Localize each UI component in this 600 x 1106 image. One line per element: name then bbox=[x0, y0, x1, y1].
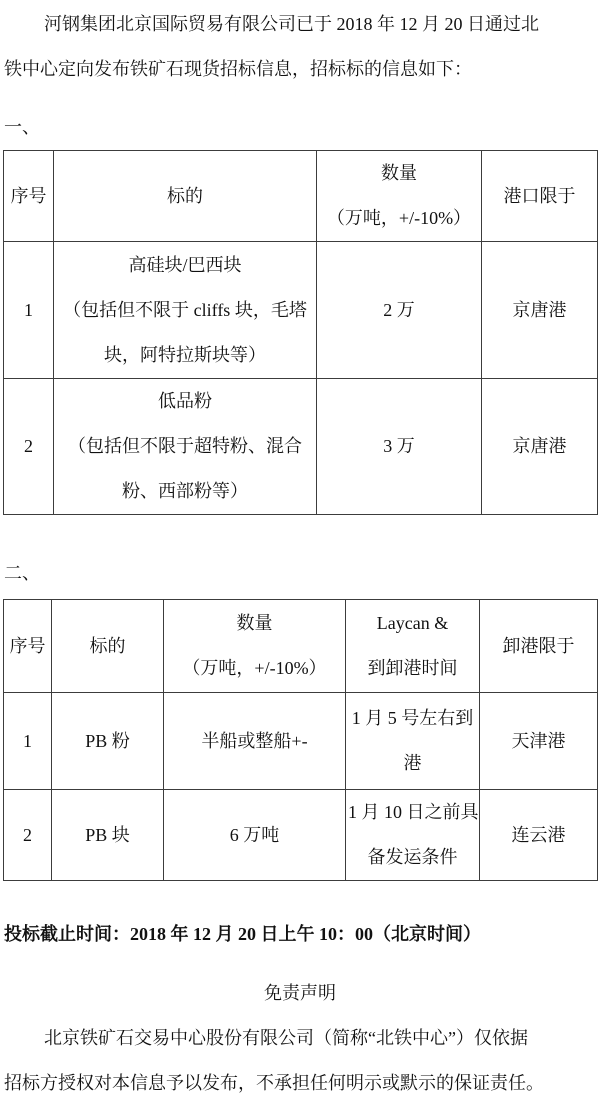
cell-port: 京唐港 bbox=[482, 379, 598, 515]
table-1-row-2 bbox=[4, 379, 598, 515]
cell-subject: 低品粉 （包括但不限于超特粉、混合 粉、西部粉等） bbox=[54, 379, 317, 515]
disclaimer-paragraph bbox=[4, 1016, 594, 1106]
cell-no: 1 bbox=[4, 693, 52, 790]
header-cell-port: 卸港限于 bbox=[480, 600, 598, 693]
section-1-marker: 一、 bbox=[4, 117, 40, 137]
header-cell-no: 序号 bbox=[4, 600, 52, 693]
cell-quantity: 2 万 bbox=[317, 242, 482, 379]
header-cell-laycan: Laycan & 到卸港时间 bbox=[346, 600, 480, 693]
cell-no: 2 bbox=[4, 379, 54, 515]
cell-no: 2 bbox=[4, 790, 52, 881]
header-cell-quantity: 数量 （万吨，+/-10%） bbox=[317, 151, 482, 242]
intro-line: 河钢集团北京国际贸易有限公司已于 2018 年 12 月 20 日通过北 bbox=[44, 14, 539, 34]
cell-no: 1 bbox=[4, 242, 54, 379]
cell-subject: PB 粉 bbox=[52, 693, 164, 790]
table-2-header-row bbox=[4, 600, 598, 693]
intro-line: 铁中心定向发布铁矿石现货招标信息，招标标的信息如下： bbox=[4, 59, 472, 79]
disclaimer-title: 免责声明 bbox=[264, 983, 336, 1003]
cell-quantity: 3 万 bbox=[317, 379, 482, 515]
cell-laycan: 1 月 10 日之前具 备发运条件 bbox=[346, 790, 480, 881]
table-2-row-2 bbox=[4, 790, 598, 881]
header-cell-port: 港口限于 bbox=[482, 151, 598, 242]
disclaimer-line: 招标方授权对本信息予以发布，不承担任何明示或默示的保证责任。 bbox=[4, 1073, 544, 1093]
header-cell-quantity: 数量 （万吨，+/-10%） bbox=[164, 600, 346, 693]
header-cell-subject: 标的 bbox=[54, 151, 317, 242]
table-1-row-1 bbox=[4, 242, 598, 379]
table-2-row-1 bbox=[4, 693, 598, 790]
tender-table-2 bbox=[3, 599, 598, 881]
cell-port: 京唐港 bbox=[482, 242, 598, 379]
cell-subject: 高硅块/巴西块 （包括但不限于 cliffs 块，毛塔 块，阿特拉斯块等） bbox=[54, 242, 317, 379]
table-1-header-row bbox=[4, 151, 598, 242]
header-cell-no: 序号 bbox=[4, 151, 54, 242]
header-cell-subject: 标的 bbox=[52, 600, 164, 693]
cell-port: 天津港 bbox=[480, 693, 598, 790]
cell-quantity: 6 万吨 bbox=[164, 790, 346, 881]
tender-table-1 bbox=[3, 150, 598, 515]
disclaimer-line: 北京铁矿石交易中心股份有限公司（简称“北铁中心”）仅依据 bbox=[44, 1028, 528, 1048]
intro-paragraph bbox=[4, 2, 594, 92]
cell-quantity: 半船或整船+- bbox=[164, 693, 346, 790]
cell-port: 连云港 bbox=[480, 790, 598, 881]
section-2-marker: 二、 bbox=[4, 563, 40, 583]
cell-subject: PB 块 bbox=[52, 790, 164, 881]
cell-laycan: 1 月 5 号左右到 港 bbox=[346, 693, 480, 790]
deadline-text: 投标截止时间：2018 年 12 月 20 日上午 10：00（北京时间） bbox=[4, 924, 481, 944]
